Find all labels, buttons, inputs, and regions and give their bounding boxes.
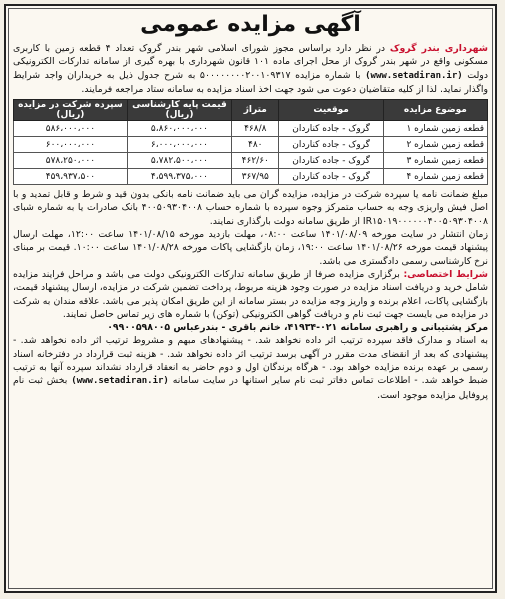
cell-base-price: ۵،۸۶۰،۰۰۰،۰۰۰ bbox=[127, 121, 231, 137]
col-base-price: قیمت پایه کارشناسی (ریال) bbox=[127, 100, 231, 121]
rules-paragraph bbox=[13, 334, 488, 401]
intro-text: در نظر دارد براساس مجوز شورای اسلامی شهر بندر گروک تعداد ۴ قطعه زمین با کاربری مسکونی واقع در شهر بندر گروک از محل اجرای ماده ۱۰۱ قانون شهرداری با بهره گیری از سامانه تدارکات الکترونیکی دولت bbox=[13, 43, 489, 81]
col-subject: موضوع مزایده bbox=[383, 100, 487, 121]
dates-paragraph: زمان انتشار در سایت مورخه ۱۴۰۱/۰۸/۰۹ ساعت ۰۸:۰۰، مهلت بازدید مورخه ۱۴۰۱/۰۸/۱۵ ساعت ۱۲:۰۰، مهلت ارسال پیشنهاد قیمت مورخه ۱۴۰۱/۰۸/۲۶ ساعت ۱۹:۰۰، زمان بازگشایی پاکات مورخه ۱۴۰۱/۰۸/۲۸ ساعت ۱۰:۰۰. قیمت بر مبنای نرخ کارشناسی رسمی دادگستری می باشد. bbox=[13, 229, 488, 267]
cell-base-price: ۵،۷۸۲،۵۰۰،۰۰۰ bbox=[127, 153, 231, 169]
cell-deposit: ۵۸۶،۰۰۰،۰۰۰ bbox=[14, 121, 128, 137]
table-row bbox=[14, 153, 488, 169]
deposit-paragraph: مبلغ ضمانت نامه یا سپرده شرکت در مزایده، مزایده گران می باید ضمانت نامه بانکی بدون قید و شرط و قابل تمدید و با اصل فیش واریزی وجه به حساب متمرکز وجوه سپرده با شماره حساب ۴۰۰۵۰۹۳۰۴۰۰۸ بانک صادرات یا به شماره شبای IR۱۵۰۱۹۰۰۰۰۰۰۴۰۰۵۰۹۳۰۴۰۰۸ از طریق سامانه دولت بارگذاری نمایند. bbox=[13, 189, 488, 227]
notice-title: آگهی مزایده عمومی bbox=[140, 12, 361, 37]
cell-area: ۴۶۲/۶۰ bbox=[232, 153, 279, 169]
cell-location: گروک - جاده کناردان bbox=[279, 153, 383, 169]
rules-ending: بخش ثبت نام پروفایل مزایده موجود است. bbox=[13, 375, 488, 401]
cell-deposit: ۶۰۰،۰۰۰،۰۰۰ bbox=[14, 137, 128, 153]
cell-subject: قطعه زمین شماره ۳ bbox=[383, 153, 487, 169]
cell-area: ۴۸۰ bbox=[232, 137, 279, 153]
cell-area: ۳۶۷/۹۵ bbox=[232, 169, 279, 185]
cell-subject: قطعه زمین شماره ۱ bbox=[383, 121, 487, 137]
table-row bbox=[14, 169, 488, 185]
intro-paragraph bbox=[13, 42, 488, 96]
setadiran-link[interactable]: (www.setadiran.ir) bbox=[365, 70, 463, 81]
col-deposit: سپرده شرکت در مزایده (ریال) bbox=[14, 100, 128, 121]
cell-location: گروک - جاده کناردان bbox=[279, 121, 383, 137]
intro-text-2: با شماره مزایده ۵۰۰۰۰۰۰۰۰۲۰۰۱۰۹۳۱۷ به شرح جدول ذیل به خریداران واجد شرایط واگذار نماید. لذا از کلیه متقاضیان دعوت می شود جهت اخذ اسناد مزایده به سامانه ستاد مراجعه فرمایند. bbox=[13, 69, 488, 95]
conditions-paragraph bbox=[13, 268, 488, 321]
cell-base-price: ۶،۰۰۰،۰۰۰،۰۰۰ bbox=[127, 137, 231, 153]
auction-table bbox=[13, 99, 488, 185]
cell-area: ۴۶۸/۸ bbox=[232, 121, 279, 137]
cell-subject: قطعه زمین شماره ۲ bbox=[383, 137, 487, 153]
conditions-heading: شرایط اختصاصی: bbox=[403, 268, 488, 280]
table-row bbox=[14, 121, 488, 137]
table-header-row bbox=[14, 100, 488, 121]
cell-subject: قطعه زمین شماره ۴ bbox=[383, 169, 487, 185]
table-row bbox=[14, 137, 488, 153]
support-contacts: مرکز پشتیبانی و راهبری سامانه ۰۲۱-۴۱۹۳۴، خانم باقری - بندرعباس ۰۹۹۰۰۵۹۸۰۰۵ bbox=[107, 322, 488, 334]
rules-text: به اسناد و مدارک فاقد سپرده ترتیب اثر داده نخواهد شد. - پیشنهادهای مبهم و مشروط ترتیب اثر داده نخواهد شد. - پیشنهادی که بعد از انقضای مدت مقرر در آگهی برسد ترتیب اثر داده نخواهد شد. - هزینه ثبت قرارداد در دفترخانه اسناد رسمی بر عهده برنده مزایده خواهد بود. - هرگاه برندگان اول و دوم حاضر به انعقاد قرارداد نشداند سپرده آنها به ترتیب ضبط خواهد شد. - اطلاعات تماس دفاتر ثبت نام سایر استانها در سایت سامانه bbox=[13, 335, 488, 387]
auction-notice bbox=[4, 4, 497, 593]
col-area: متراژ bbox=[232, 100, 279, 121]
organization-name: شهرداری بندر گروک bbox=[389, 43, 489, 54]
setadiran-link-footer[interactable]: (www.setadiran.ir) bbox=[71, 376, 169, 387]
conditions-text: برگزاری مزایده صرفا از طریق سامانه تدارکات الکترونیکی دولت می باشد و مراحل فرایند مزایده شامل خرید و دریافت اسناد مزایده در صورت وجود هزینه مربوط، پرداخت تضمین شرکت در مزایده، ارسال پیشنهاد قیمت، بازگشایی پاکات، اعلام برنده و واریز وجه مزایده در بستر سامانه از این طریق امکان پذیر می باشد. علاقه مندان به شرکت در مزایده می بایست جهت ثبت نام و دریافت گواهی الکترونیکی (توکن) با شماره های زیر تماس حاصل نمایند. bbox=[13, 268, 488, 320]
cell-deposit: ۵۷۸،۲۵۰،۰۰۰ bbox=[14, 153, 128, 169]
cell-location: گروک - جاده کناردان bbox=[279, 137, 383, 153]
cell-base-price: ۴،۵۹۹،۳۷۵،۰۰۰ bbox=[127, 169, 231, 185]
cell-deposit: ۴۵۹،۹۳۷،۵۰۰ bbox=[14, 169, 128, 185]
cell-location: گروک - جاده کناردان bbox=[279, 169, 383, 185]
col-location: موقعیت bbox=[279, 100, 383, 121]
